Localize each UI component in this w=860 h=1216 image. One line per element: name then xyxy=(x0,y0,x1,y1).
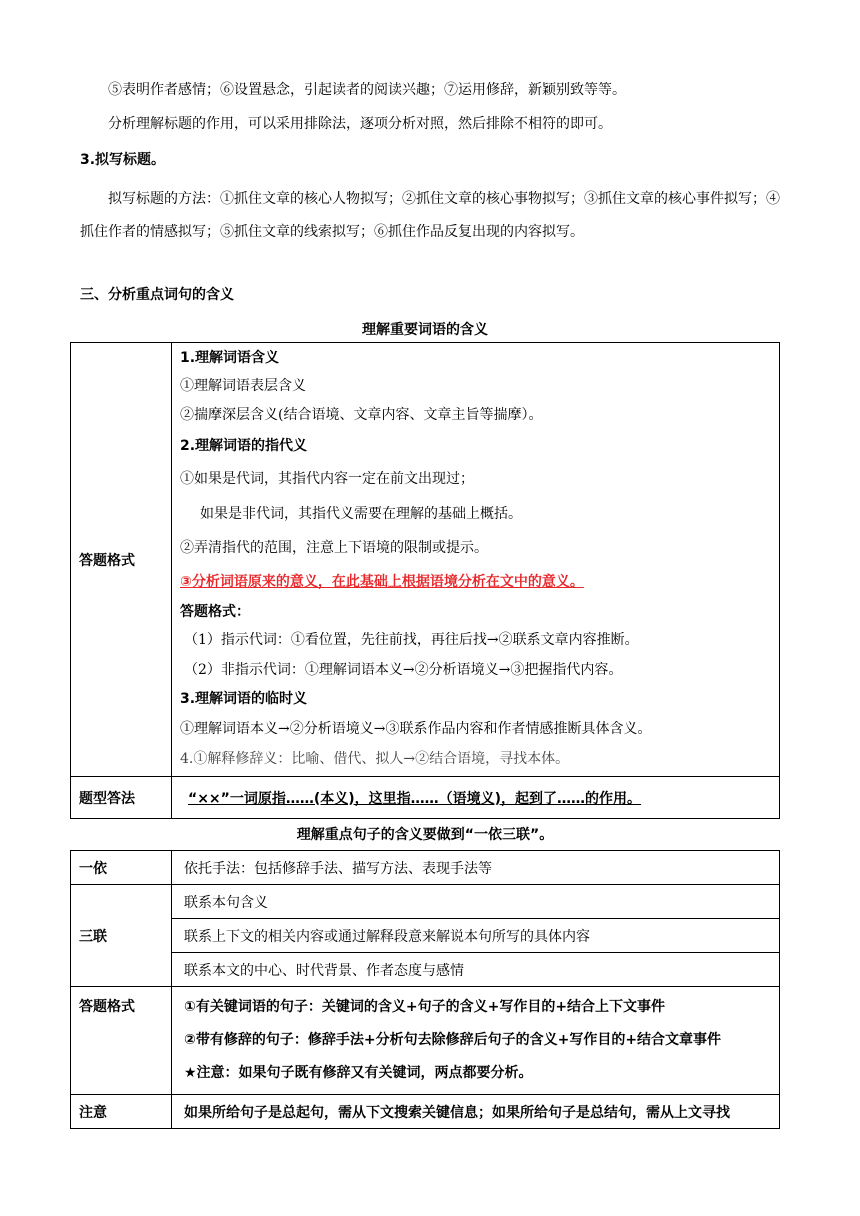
table2-sanlian-item: 联系上下文的相关内容或通过解释段意来解说本句所写的具体内容 xyxy=(172,919,780,953)
intro-line-2: 分析理解标题的作用，可以采用排除法，逐项分析对照，然后排除不相符的即可。 xyxy=(108,116,612,132)
line-item: ②揣摩深层含义(结合语境、文章内容、文章主旨等揣摩）。 xyxy=(180,407,543,423)
table1-row-answer xyxy=(71,777,780,819)
table2-yiyi-cell: 依托手法：包括修辞手法、描写方法、表现手法等 xyxy=(172,851,780,885)
table1-title: 理解重要词语的含义 xyxy=(362,322,488,338)
table1-label-format: 答题格式 xyxy=(71,343,172,777)
table2-title: 理解重点句子的含义要做到“一依三联”。 xyxy=(296,827,554,843)
line-item: ①理解词语本义→②分析语境义→③联系作品内容和作者情感推断具体含义。 xyxy=(180,721,652,737)
heading-3: 3.拟写标题。 xyxy=(80,152,166,168)
line-item: ①如果是代词，其指代内容一定在前文出现过； xyxy=(180,471,474,487)
table2-note-cell: 如果所给句子是总起句，需从下文搜索关键信息；如果所给句子是总结句，需从上文寻找 xyxy=(172,1095,780,1129)
table1-answer-cell xyxy=(172,777,780,819)
table2-label-format: 答题格式 xyxy=(71,987,172,1095)
line-item: ①理解词语表层含义 xyxy=(180,378,306,394)
line-answer-format: 答题格式： xyxy=(180,604,250,620)
format-item: ②带有修辞的句子：修辞手法+分析句去除修辞后句子的含义+写作目的+结合文章事件 xyxy=(184,1032,722,1048)
line-item: 4.①解释修辞义：比喻、借代、拟人→②结合语境，寻找本体。 xyxy=(180,751,570,767)
table1-label-answer: 题型答法 xyxy=(71,777,172,819)
line-item: ②弄清指代的范围，注意上下语境的限制或提示。 xyxy=(180,540,488,556)
table2-format-cell xyxy=(172,987,780,1095)
table2-label-yiyi: 一依 xyxy=(71,851,172,885)
line-item: 如果是非代词，其指代义需要在理解的基础上概括。 xyxy=(200,506,522,522)
table1-format-cell xyxy=(172,343,780,777)
format-item: ①有关键词语的句子：关键词的含义+句子的含义+写作目的+结合上下文事件 xyxy=(184,999,666,1015)
line-red-emphasis: ③分析词语原来的意义，在此基础上根据语境分析在文中的意义。 xyxy=(180,574,584,590)
table-sentence-meaning xyxy=(70,850,780,1129)
line-heading-1: 1.理解词语含义 xyxy=(180,350,280,366)
line-heading-3: 3.理解词语的临时义 xyxy=(180,691,308,707)
table2-sanlian-item: 联系本文的中心、时代背景、作者态度与感情 xyxy=(172,953,780,987)
section-title: 三、分析重点词句的含义 xyxy=(80,287,234,303)
table2-label-sanlian: 三联 xyxy=(71,885,172,987)
table2-row-sanlian-1 xyxy=(71,885,780,919)
table2-row-format xyxy=(71,987,780,1095)
paragraph-3: 拟写标题的方法：①抓住文章的核心人物拟写；②抓住文章的核心事物拟写；③抓住文章的核心事件拟写；④抓住作者的情感拟写；⑤抓住文章的线索拟写；⑥抓住作品反复出现的内容拟写。 xyxy=(80,191,780,240)
table2-row-yiyi xyxy=(71,851,780,885)
answer-template: “××”一词原指……(本义)，这里指……（语境义)，起到了……的作用。 xyxy=(188,790,642,807)
table2-row-sanlian-2 xyxy=(71,919,780,953)
table1-row-format xyxy=(71,343,780,777)
format-note: ★注意：如果句子既有修辞又有关键词，两点都要分析。 xyxy=(184,1065,533,1081)
line-heading-2: 2.理解词语的指代义 xyxy=(180,438,308,454)
intro-line-1: ⑤表明作者感情；⑥设置悬念，引起读者的阅读兴趣；⑦运用修辞，新颖别致等等。 xyxy=(108,82,626,98)
line-item: （1）指示代词：①看位置，先往前找，再往后找→②联系文章内容推断。 xyxy=(184,632,639,648)
table2-label-note: 注意 xyxy=(71,1095,172,1129)
table2-row-note xyxy=(71,1095,780,1129)
table-word-meaning xyxy=(70,342,780,819)
table2-sanlian-item: 联系本句含义 xyxy=(172,885,780,919)
table2-row-sanlian-3 xyxy=(71,953,780,987)
line-item: （2）非指示代词：①理解词语本义→②分析语境义→③把握指代内容。 xyxy=(184,662,623,678)
